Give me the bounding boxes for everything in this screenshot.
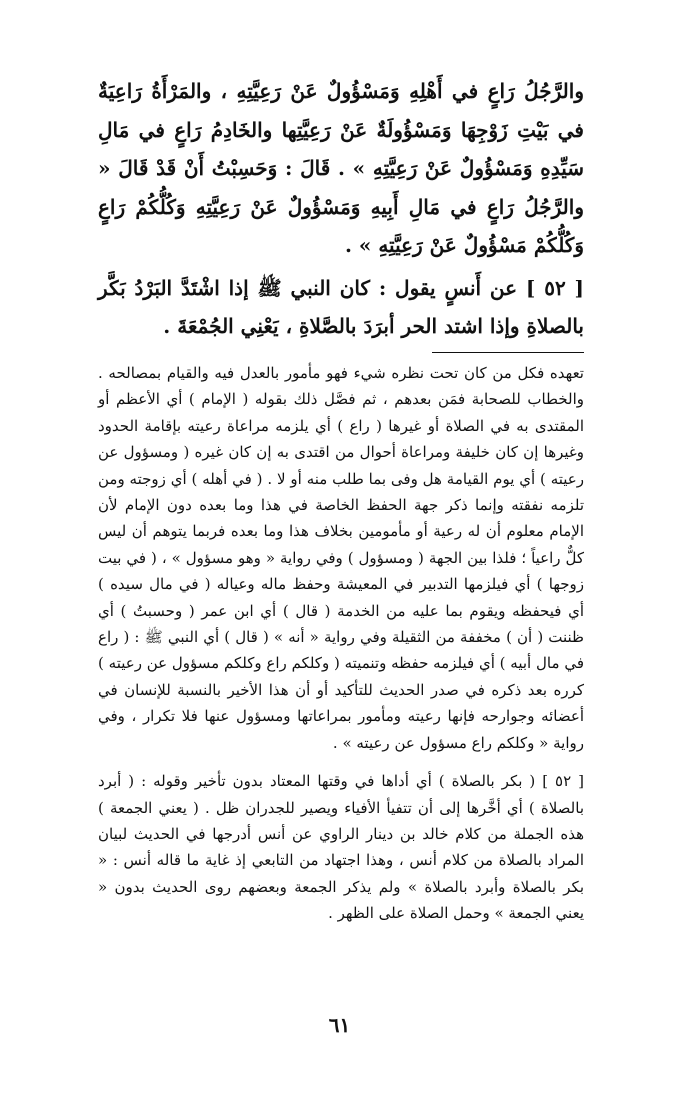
commentary-hadith-51: تعهده فكل من كان تحت نظره شيء فهو مأمور بالعدل فيه والقيام بمصالحه . والخطاب للصحابة فمَن بعدهم ، ثم فصَّل ذلك بقوله ( الإمام ) أي الأعظم أو المقتدى به في الصلاة أو غيرها ( راع ) أي يلزمه مراعاة رعيته بإقامة الحدود وغيرها إن كان خليفة ومراعاة أحوال من اقتدى به إن كان غيره ( ومسؤول عن رعيته ) أي يوم القيامة هل وفى بما طلب منه أو لا . ( في أهله ) أي زوجته ومن تلزمه نفقته وإنما ذكر جهة الحفظ الخاصة في هذا وما بعده دون الإمام لأن الإمام معلوم أن له رعية أو مأمومين بخلاف هذا وما بعده فربما يتوهم أن ليس كلٌّ راعياً ؛ فلذا بين الجهة ( ومسؤول ) وفي رواية « وهو مسؤول » ، ( في بيت زوجها ) أي فيلزمها التدبير في المعيشة وحفظ ماله وعياله ( في مال سيده ) أي فيحفظه ويقوم بما عليه من الخدمة ( قال ) أي ابن عمر ( وحسبتُ ) أي ظننت ( أن ) مخففة من الثقيلة وفي رواية « أنه » ( قال ) أي النبي ﷺ : ( راع في مال أبيه ) أي فيلزمه حفظه وتنميته ( وكلكم راع وكلكم مسؤول عن رعيته ) كرره بعد ذكره في صدر الحديث للتأكيد أو أن هذا الأخير بالنسبة للإنسان في أعضائه وجوارحه فإنها رعيته ومأمور بمراعاتها ومسؤول عنها فلا تكرار ، وفي رواية « وكلكم راع مسؤول عن رعيته » .	[98, 364, 585, 752]
commentary-hadith-52: [ ٥٢ ] ( بكر بالصلاة ) أي أداها في وقتها المعتاد بدون تأخير وقوله : ( أبرد بالصلاة ) أي أخَّرها إلى أن تتفيأ الأفياء ويصير للجدران ظل . ( يعني الجمعة ) هذه الجملة من كلام خالد بن دينار الراوي عن أنس أدرجها في الحديث لبيان المراد بالصلاة من كلام أنس ، وهذا اجتهاد من التابعي إذ غاية ما قاله أنس : « بكر بالصلاة وأبرد بالصلاة » ولم يذكر الجمعة وبعضهم روى الحديث بدون « يعني الجمعة » وحمل الصلاة على الظهر .	[98, 772, 584, 923]
hadith-52: [ ٥٢ ] عن أَنسٍ يقول : كان النبي ﷺ إذا اشْتَدَّ البَرْدُ بَكَّر بالصلاةِ وإذا اشتد الحر أبرَدَ بالصَّلاةِ ، يَعْنِي الجُمْعَةَ .	[98, 275, 584, 338]
page-number: ٦١	[328, 1013, 351, 1037]
footnote-separator-rule	[432, 352, 584, 353]
hadith-51-continuation: والرَّجُلُ رَاعٍ في أَهْلِهِ وَمَسْؤُولٌ عَنْ رَعِيَّتِهِ ، والمَرْأَةُ رَاعِيَةٌ في بَيْتِ زَوْجِهَا وَمَسْؤُولَةٌ عَنْ رَعِيَّتِها والخَادِمُ رَاعٍ في مَالِ سَيِّدِهِ وَمَسْؤُولٌ عَنْ رَعِيَّتِهِ » . قَالَ : وَحَسِبْتُ أَنْ قَدْ قَالَ « والرَّجُلُ رَاعٍ في مَالِ أَبِيهِ وَمَسْؤُولٌ عَنْ رَعِيَّتِهِ وَكُلُّكُمْ رَاعٍ وَكُلُّكُمْ مَسْؤُولٌ عَنْ رَعِيَّتِهِ » .	[98, 79, 584, 257]
hadith-text-block	[98, 72, 584, 346]
commentary-block	[98, 360, 584, 927]
